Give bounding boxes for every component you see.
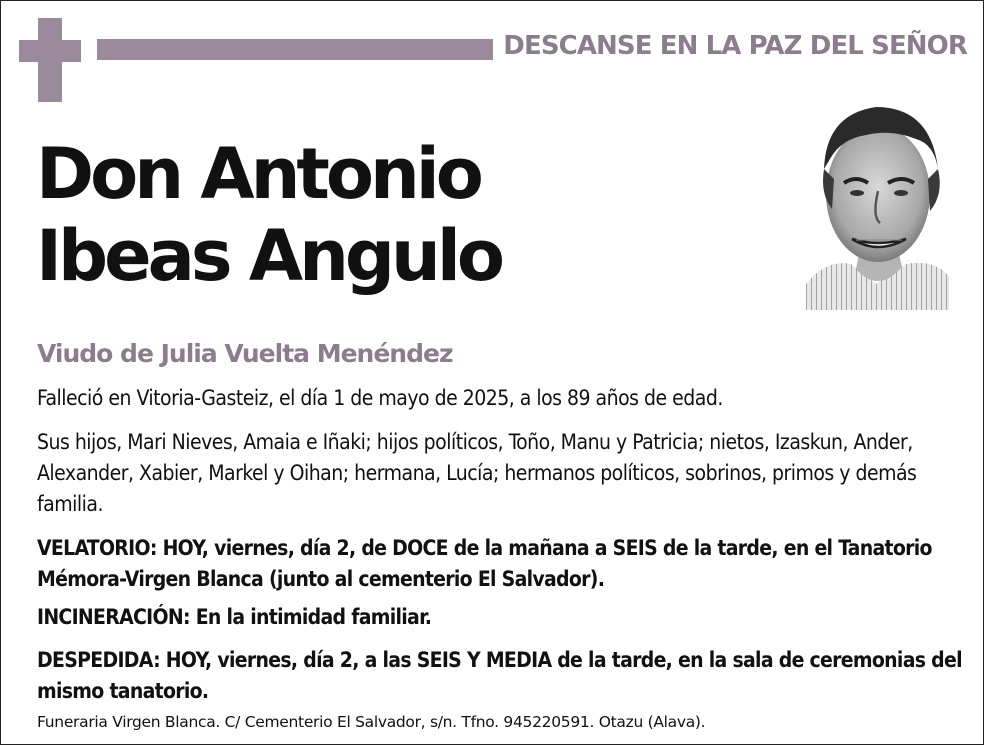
- header-divider-bar: [97, 39, 493, 60]
- deceased-name-line1: Don Antonio: [36, 133, 480, 215]
- wake-label: VELATORIO:: [37, 536, 157, 560]
- header-banner-text: DESCANSE EN LA PAZ DEL SEÑOR: [503, 31, 967, 61]
- cremation-paragraph: [37, 602, 431, 633]
- deceased-portrait: [806, 99, 949, 310]
- widower-of-text: Viudo de Julia Vuelta Menéndez: [37, 339, 453, 368]
- farewell-text: HOY, viernes, día 2, a las SEIS Y MEDIA de la tarde, en la sala de ceremonias del mismo tanatorio.: [37, 648, 962, 703]
- wake-text: HOY, viernes, día 2, de DOCE de la mañana a SEIS de la tarde, en el Tanatorio Mémora-Virgen Blanca (junto al cementerio El Salvador).: [37, 536, 932, 591]
- cross-horizontal-bar: [19, 40, 81, 62]
- farewell-label: DESPEDIDA:: [37, 648, 160, 672]
- cremation-label: INCINERACIÓN:: [37, 605, 190, 629]
- wake-paragraph: [37, 533, 977, 595]
- farewell-paragraph: [37, 645, 977, 707]
- family-text: Sus hijos, Mari Nieves, Amaia e Iñaki; hijos políticos, Toño, Manu y Patricia; nietos, Izaskun, Ander, Alexander, Xabier, Markel y Oihan; hermana, Lucía; hermanos políticos, sobrinos, primos y demás familia.: [37, 430, 917, 516]
- funeral-home-footer: Funeraria Virgen Blanca. C/ Cementerio El Salvador, s/n. Tfno. 945220591. Otazu (Alava).: [37, 713, 706, 731]
- cremation-text: En la intimidad familiar.: [189, 605, 432, 629]
- death-notice-text: Falleció en Vitoria-Gasteiz, el día 1 de mayo de 2025, a los 89 años de edad.: [37, 386, 723, 410]
- deceased-name: [36, 133, 501, 297]
- deceased-name-line2: Ibeas Angulo: [36, 215, 501, 297]
